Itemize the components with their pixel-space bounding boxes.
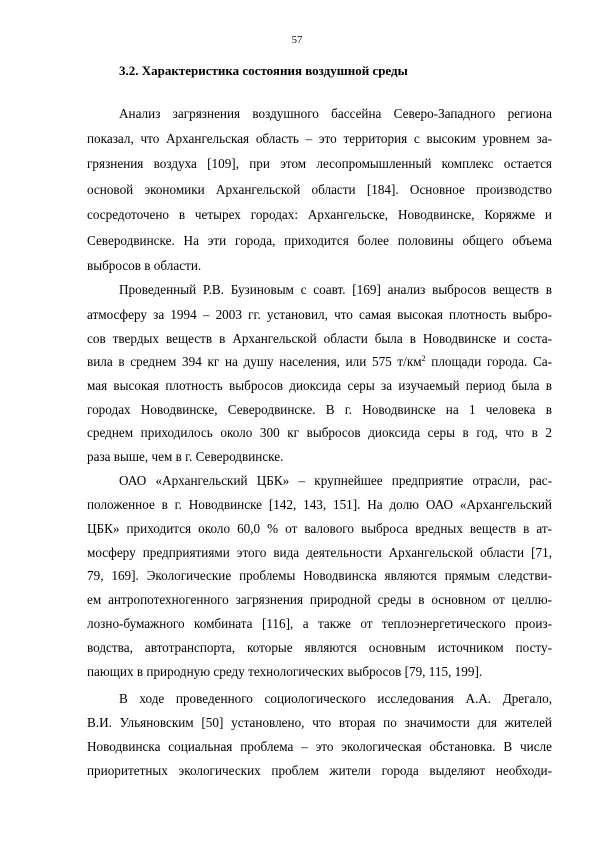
text-line: Северодвинске. На эти города, приходится более половины общего объема [87,233,552,248]
text-line: ем антропотехногенного загрязнения природной среды в основном от целлю- [87,592,552,607]
section-heading: 3.2. Характеристика состояния воздушной среды [119,63,408,78]
text-line: городах Новодвинске, Северодвинске. В г. Новодвинске на 1 человека в [87,402,552,417]
text-line: раза выше, чем в г. Северодвинске. [87,449,284,464]
page-number: 57 [291,35,303,46]
text-line: Анализ загрязнения воздушного бассейна Северо-Западного региона [119,106,552,121]
text-line: положенное в г. Новодвинске [142, 143, 151]. На долю ОАО «Архангельский [87,497,552,512]
text-line: атмосферу за 1994 – 2003 гг. установил, что самая высокая плотность выбро- [87,307,552,322]
text-line: водства, автотранспорта, которые являются основным источником посту- [87,640,552,655]
superscript: 2 [421,354,426,363]
text-line: приоритетных экологических проблем жители города выделяют необходи- [87,763,552,778]
text-line: пающих в природную среду технологических выбросов [79, 115, 199]. [87,664,483,679]
text-line: мосферу предприятиями этого вида деятельности Архангельской области [71, [87,545,552,560]
text-line: выбросов в области. [87,258,202,273]
text-line: 79, 169]. Экологические проблемы Новодвинска являются прямым следстви- [87,568,552,583]
text-line: В ходе проведенного социологического исследования А.А. Дрегало, [119,691,552,706]
text-line: показал, что Архангельская область – это территория с высоким уровнем за- [87,131,552,146]
text-line: мая высокая плотность выбросов диоксида серы за изучаемый период была в [87,378,552,393]
text-line [87,354,552,370]
text-segment: площади города. Са- [425,354,552,369]
text-line: сов твердых веществ в Архангельской области была в Новодвинске и соста- [87,331,552,346]
text-line: грязнения воздуха [109], при этом лесопромышленный комплекс остается [87,156,552,171]
text-line: Проведенный Р.В. Бузиновым с соавт. [169] анализ выбросов веществ в [119,282,552,297]
text-line: В.И. Ульяновским [50] установлено, что вторая по значимости для жителей [87,715,552,730]
text-line: ОАО «Архангельский ЦБК» – крупнейшее предприятие отрасли, рас- [119,473,552,488]
text-line: сосредоточено в четырех городах: Архангельске, Новодвинске, Коряжме и [87,207,552,222]
text-line: среднем приходилось около 300 кг выбросов диоксида серы в год, что в 2 [87,425,552,440]
text-line: основой экономики Архангельской области [184]. Основное производство [87,182,552,197]
text-line: ЦБК» приходится около 60,0 % от валового выброса вредных веществ в ат- [87,521,552,536]
text-line: лозно-бумажного комбината [116], а также от теплоэнергетического произ- [87,616,552,631]
text-segment: вила в среднем 394 кг на душу населения, или 575 т/км [87,354,422,369]
text-line: Новодвинска социальная проблема – это экологическая обстановка. В числе [87,739,552,754]
